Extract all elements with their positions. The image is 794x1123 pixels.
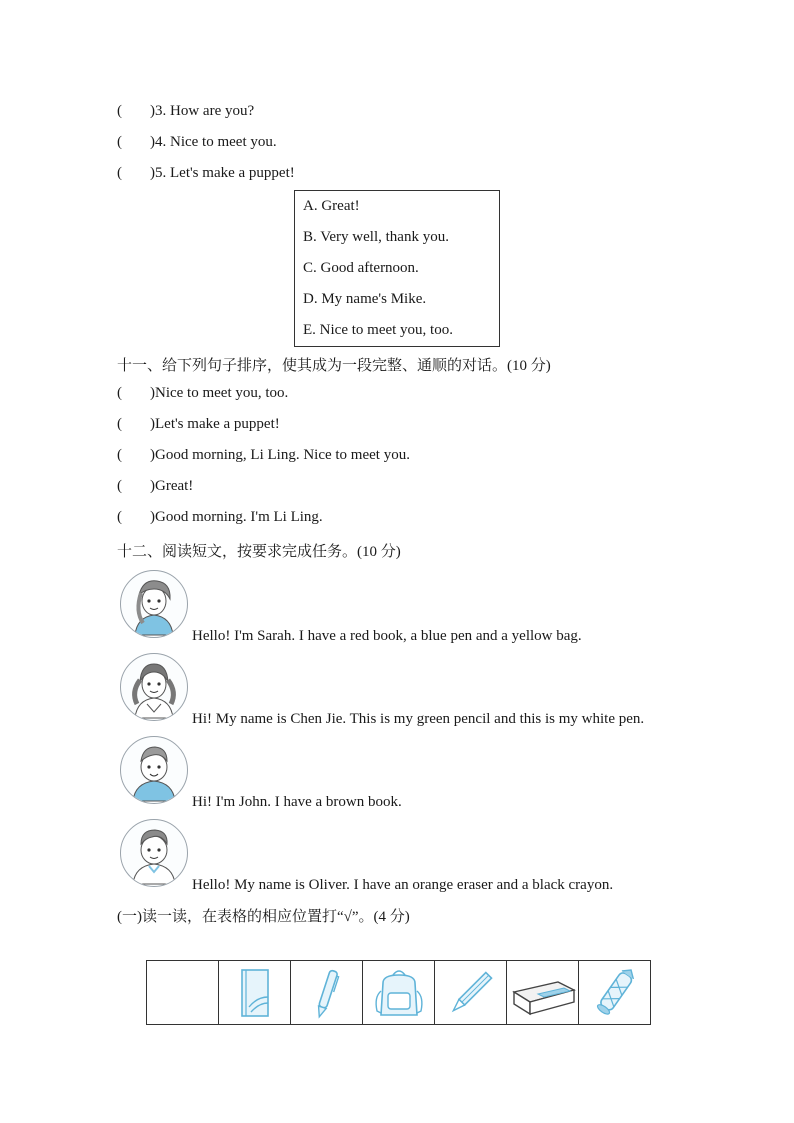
crayon-icon [579,965,650,1021]
sentence-text: )Good morning. I'm Li Ling. [150,509,323,525]
section-12-title: 十二、阅读短文，按要求完成任务。(10 分) [117,544,401,560]
ordering-item [117,478,193,495]
speech-sarah: Hello! I'm Sarah. I have a red book, a blue pen and a yellow bag. [192,628,582,644]
ordering-item [117,447,410,464]
ordering-item [117,385,288,402]
table-cell[interactable] [435,961,507,1025]
speech-chen-jie: Hi! My name is Chen Jie. This is my green pencil and this is my white pen. [192,711,645,727]
answer-paren[interactable]: ( [117,478,122,494]
matching-item-3 [117,103,254,120]
option-d: D. My name's Mike. [303,291,427,307]
answer-paren[interactable]: ( [117,447,122,463]
option-c: C. Good afternoon. [303,260,419,276]
speech-john: Hi! I'm John. I have a brown book. [192,794,402,810]
question-text: )5. Let's make a puppet! [150,165,295,181]
sentence-text: )Great! [150,478,194,494]
eraser-icon [507,970,578,1016]
pencil-icon [435,966,506,1020]
ordering-item [117,509,323,526]
schoolbag-icon [363,967,434,1019]
options-box [294,190,500,347]
sentence-text: )Nice to meet you, too. [150,385,289,401]
table-row [147,961,651,1025]
answer-paren[interactable]: ( [117,103,122,119]
table-cell[interactable] [291,961,363,1025]
boy-glasses-avatar [120,819,188,887]
book-icon [219,967,290,1019]
table-cell[interactable] [219,961,291,1025]
answer-paren[interactable]: ( [117,165,122,181]
girl-pigtails-avatar [120,653,188,721]
question-text: )3. How are you? [150,103,255,119]
sentence-text: )Good morning, Li Ling. Nice to meet you. [150,447,410,463]
table-cell-blank[interactable] [147,961,219,1025]
section-11-title: 十一、给下列句子排序，使其成为一段完整、通顺的对话。(10 分) [117,358,551,374]
matching-item-4 [117,134,277,151]
option-e: E. Nice to meet you, too. [303,322,453,338]
table-cell[interactable] [363,961,435,1025]
boy-avatar [120,736,188,804]
girl-hat-avatar [120,570,188,638]
answer-table [146,960,651,1025]
answer-paren[interactable]: ( [117,385,122,401]
ordering-item [117,416,280,433]
table-cell[interactable] [507,961,579,1025]
table-cell[interactable] [579,961,651,1025]
pen-icon [291,966,362,1020]
sentence-text: )Let's make a puppet! [150,416,280,432]
answer-paren[interactable]: ( [117,509,122,525]
question-text: )4. Nice to meet you. [150,134,277,150]
matching-item-5 [117,165,295,182]
answer-paren[interactable]: ( [117,134,122,150]
option-a: A. Great! [303,198,360,214]
speech-oliver: Hello! My name is Oliver. I have an orange eraser and a black crayon. [192,877,614,893]
option-b: B. Very well, thank you. [303,229,449,245]
subtask-title: (一)读一读，在表格的相应位置打“√”。(4 分) [117,909,410,925]
answer-paren[interactable]: ( [117,416,122,432]
